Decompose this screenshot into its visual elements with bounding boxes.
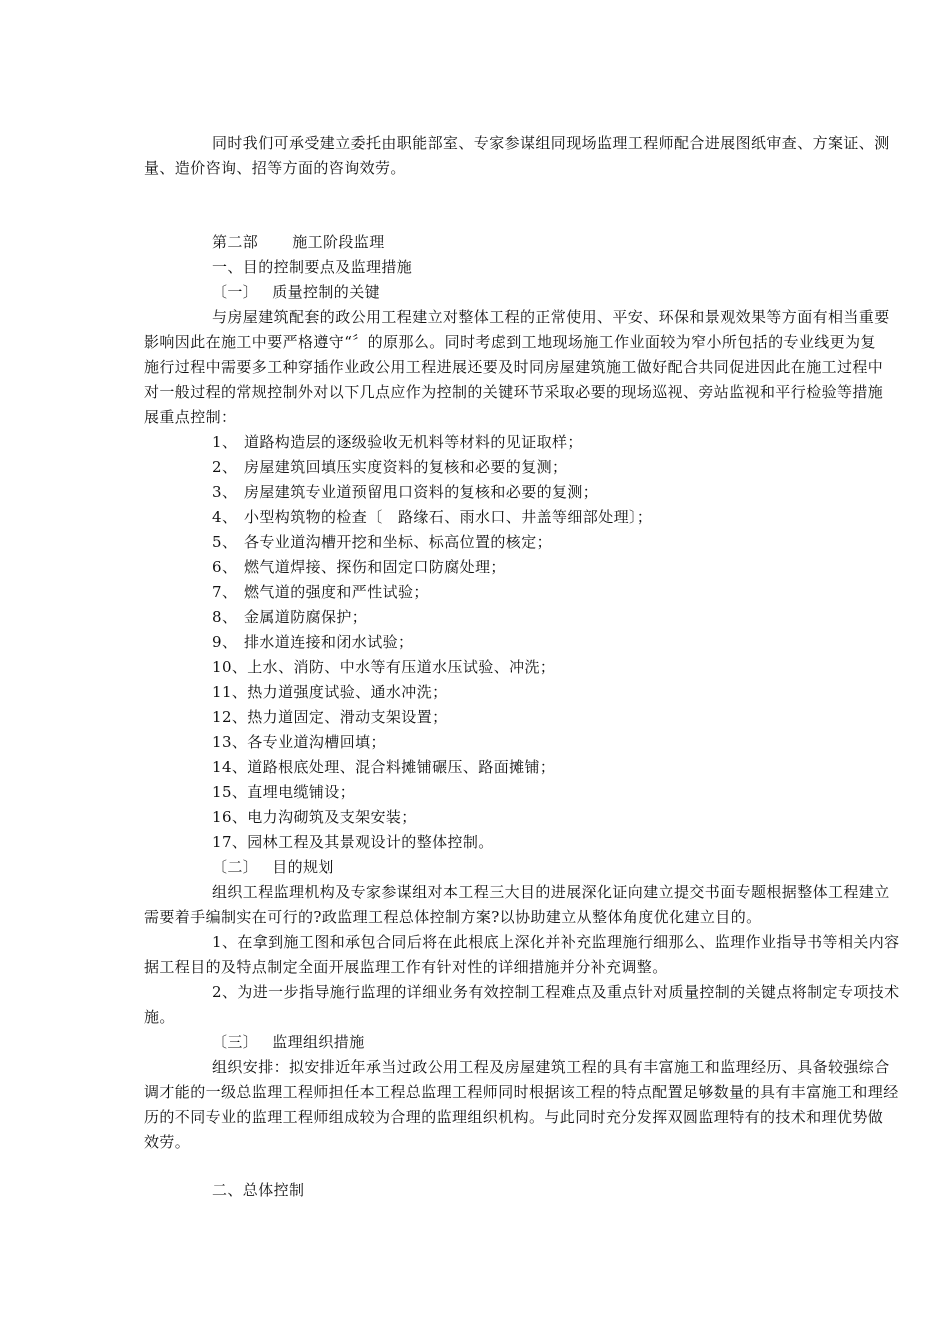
- subsection-heading-3: [212, 1030, 365, 1055]
- list-item: 1、 道路构造层的逐级验收无机料等材料的见证取样；: [212, 433, 583, 451]
- intro-line-2: 量、造价咨询、招等方面的咨询效劳。: [144, 159, 406, 177]
- list-item: 9、 排水道连接和闭水试验；: [212, 633, 414, 651]
- para-line: 施。: [144, 1008, 175, 1026]
- list-item: 14、道路根底处理、混合料摊铺碾压、路面摊铺；: [212, 758, 556, 776]
- para-line: 影响因此在施工中要严格遵守“〞的原那么。同时考虑到工地现场施工作业面较为窄小所包括的专业线更为复: [144, 333, 876, 351]
- list-item: 16、电力沟砌筑及支架安装；: [212, 808, 417, 826]
- para-line: 展重点控制：: [144, 408, 237, 426]
- para-line: 2、为进一步指导施行监理的详细业务有效控制工程难点及重点针对质量控制的关键点将制定专项技术: [212, 983, 900, 1001]
- subsection-label: 〔三〕: [212, 1033, 259, 1051]
- list-item: 7、 燃气道的强度和严性试验；: [212, 583, 429, 601]
- list-item: 17、园林工程及其景观设计的整体控制。: [212, 833, 494, 851]
- subsection-title: 监理组织措施: [272, 1033, 365, 1051]
- subsection-title: 目的规划: [272, 858, 334, 876]
- list-item: 12、热力道固定、滑动支架设置；: [212, 708, 448, 726]
- para-line: 施行过程中需要多工种穿插作业政公用工程进展还要及时同房屋建筑施工做好配合共同促进因此在施工过程中: [144, 358, 884, 376]
- para-line: 与房屋建筑配套的政公用工程建立对整体工程的正常使用、平安、环保和景观效果等方面有相当重要: [212, 308, 890, 326]
- list-item: 6、 燃气道焊接、探伤和固定口防腐处理；: [212, 558, 506, 576]
- list-item: 10、上水、消防、中水等有压道水压试验、冲洗；: [212, 658, 556, 676]
- list-item: 3、 房屋建筑专业道预留甩口资料的复核和必要的复测；: [212, 483, 599, 501]
- subsection-label: 〔二〕: [212, 858, 259, 876]
- para-line: 对一般过程的常规控制外对以下几点应作为控制的关键环节采取必要的现场巡视、旁站监视和平行检验等措施: [144, 383, 884, 401]
- list-item: 2、 房屋建筑回填压实度资料的复核和必要的复测；: [212, 458, 568, 476]
- subsection-label: 〔一〕: [212, 283, 259, 301]
- para-line: 需要着手编制实在可行的?政监理工程总体控制方案?以协助建立从整体角度优化建立目的。: [144, 908, 762, 926]
- para-line: 调才能的一级总监理工程师担任本工程总监理工程师同时根据该工程的特点配置足够数量的具有丰富施工和理经: [144, 1083, 899, 1101]
- section-heading-2: 二、总体控制: [212, 1181, 305, 1199]
- list-item: 11、热力道强度试验、通水冲洗；: [212, 683, 448, 701]
- list-item: 13、各专业道沟槽回填；: [212, 733, 386, 751]
- part-title: 施工阶段监理: [292, 233, 385, 251]
- intro-line-1: 同时我们可承受建立委托由职能部室、专家参谋组同现场监理工程师配合进展图纸审查、方案证、测: [212, 134, 890, 152]
- para-line: 1、在拿到施工图和承包合同后将在此根底上深化并补充监理施行细那么、监理作业指导书等相关内容: [212, 933, 900, 951]
- list-item: 5、 各专业道沟槽开挖和坐标、标高位置的核定；: [212, 533, 553, 551]
- para-line: 组织工程监理机构及专家参谋组对本工程三大目的进展深化证向建立提交书面专题根据整体工程建立: [212, 883, 890, 901]
- para-line: 据工程目的及特点制定全面开展监理工作有针对性的详细措施并分补充调整。: [144, 958, 668, 976]
- para-line: 效劳。: [144, 1133, 191, 1151]
- para-line: 历的不同专业的监理工程师组成较为合理的监理组织机构。与此同时充分发挥双圆监理特有的技术和理优势做: [144, 1108, 884, 1126]
- section-heading-1: 一、目的控制要点及监理措施: [212, 258, 413, 276]
- part-label: 第二部: [212, 233, 259, 251]
- subsection-heading-1: [212, 280, 380, 305]
- subsection-title: 质量控制的关键: [272, 283, 381, 301]
- list-item: 4、 小型构筑物的检查〔 路缘石、雨水口、井盖等细部处理〕；: [212, 508, 653, 526]
- list-item: 15、直埋电缆铺设；: [212, 783, 356, 801]
- para-line: 组织安排：拟安排近年承当过政公用工程及房屋建筑工程的具有丰富施工和监理经历、具备较强综合: [212, 1058, 890, 1076]
- subsection-heading-2: [212, 855, 334, 880]
- list-item: 8、 金属道防腐保护；: [212, 608, 368, 626]
- part-heading: [212, 230, 385, 255]
